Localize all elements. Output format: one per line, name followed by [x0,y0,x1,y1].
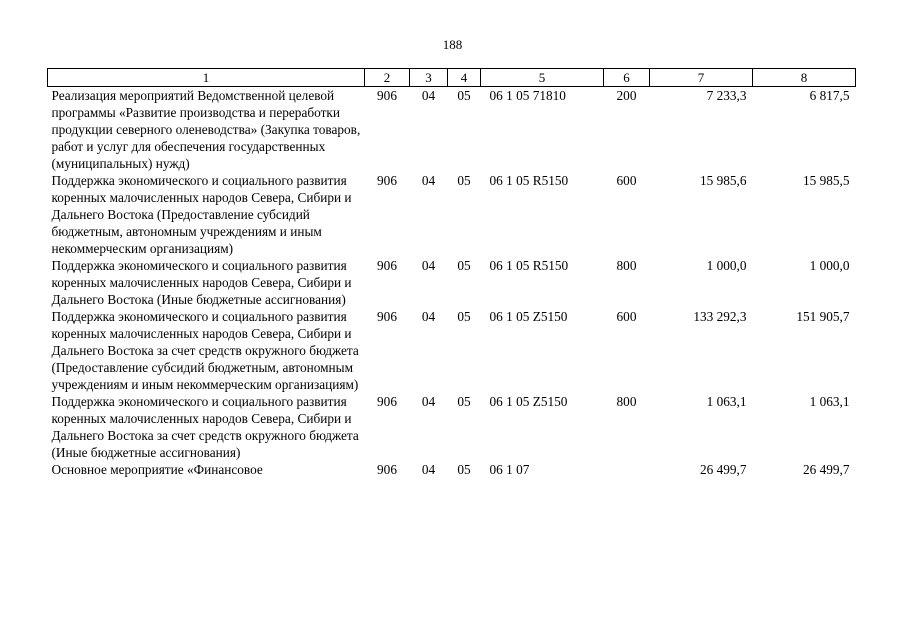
subsection-code: 05 [457,394,471,409]
subsection-code: 05 [457,462,471,477]
item-name: Поддержка экономического и социального развития коренных малочисленных народов Севера, Сибири и Дальнего Востока за счет средств окружного бюджета (Иные бюджетные ассигнования) [51,394,359,460]
table-row [48,393,856,461]
section-code: 04 [421,309,436,324]
section-code: 04 [421,88,436,103]
item-name: Поддержка экономического и социального развития коренных малочисленных народов Севера, Сибири и Дальнего Востока (Иные бюджетные ассигнования) [51,258,352,307]
item-name: Реализация мероприятий Ведомственной целевой программы «Развитие производства и переработки продукции северного оленеводства» (Закупка товаров, работ и услуг для обеспечения государственных (муниципальных) нужд) [51,88,361,171]
amount-col7: 26 499,7 [699,462,747,477]
expense-type-code: 600 [616,173,637,188]
header-cell: 2 [365,69,410,87]
table-row [48,257,856,308]
table-row [48,461,856,478]
amount-col8: 6 817,5 [809,88,850,103]
section-code: 04 [421,173,436,188]
ministry-code: 906 [377,394,397,409]
target-article-code: 06 1 05 R5150 [489,258,569,273]
target-article-code: 06 1 07 [489,462,530,477]
section-code: 04 [421,394,436,409]
header-cell: 3 [410,69,448,87]
table-row [48,172,856,257]
header-cell: 8 [753,69,856,87]
item-name: Основное мероприятие «Финансовое [51,462,263,477]
amount-col8: 15 985,5 [802,173,850,188]
amount-col7: 133 292,3 [693,309,747,324]
expense-type-code: 800 [616,394,637,409]
amount-col7: 1 000,0 [706,258,747,273]
subsection-code: 05 [457,173,471,188]
header-cell: 4 [448,69,481,87]
amount-col7: 1 063,1 [706,394,747,409]
ministry-code: 906 [377,258,397,273]
ministry-code: 906 [377,88,397,103]
amount-col8: 26 499,7 [802,462,850,477]
item-name: Поддержка экономического и социального развития коренных малочисленных народов Севера, Сибири и Дальнего Востока (Предоставление субсидий бюджетным, автономным учреждениям и иным некоммерческим организациям) [51,173,352,256]
target-article-code: 06 1 05 71810 [489,88,566,103]
header-cell: 5 [481,69,604,87]
subsection-code: 05 [457,258,471,273]
item-name: Поддержка экономического и социального развития коренных малочисленных народов Севера, Сибири и Дальнего Востока за счет средств окружного бюджета (Предоставление субсидий бюджетным, автономным учреждениям и иным некоммерческим организациям) [51,309,359,392]
page-number: 188 [442,37,463,52]
ministry-code: 906 [377,173,397,188]
ministry-code: 906 [377,462,397,477]
section-code: 04 [421,462,436,477]
section-code: 04 [421,258,436,273]
ministry-code: 906 [377,309,397,324]
amount-col8: 1 063,1 [809,394,850,409]
budget-table [47,68,856,478]
target-article-code: 06 1 05 R5150 [489,173,569,188]
expense-type-code: 600 [616,309,637,324]
table-row [48,308,856,393]
table-row [48,87,856,173]
expense-type-code [604,461,650,478]
expense-type-code: 800 [616,258,637,273]
amount-col8: 1 000,0 [809,258,850,273]
expense-type-code: 200 [616,88,637,103]
subsection-code: 05 [457,88,471,103]
amount-col7: 15 985,6 [699,173,747,188]
amount-col8: 151 905,7 [796,309,850,324]
header-cell: 1 [48,69,365,87]
subsection-code: 05 [457,309,471,324]
header-cell: 7 [650,69,753,87]
amount-col7: 7 233,3 [706,88,747,103]
header-cell: 6 [604,69,650,87]
target-article-code: 06 1 05 Z5150 [489,309,568,324]
target-article-code: 06 1 05 Z5150 [489,394,568,409]
header-row [48,69,856,87]
